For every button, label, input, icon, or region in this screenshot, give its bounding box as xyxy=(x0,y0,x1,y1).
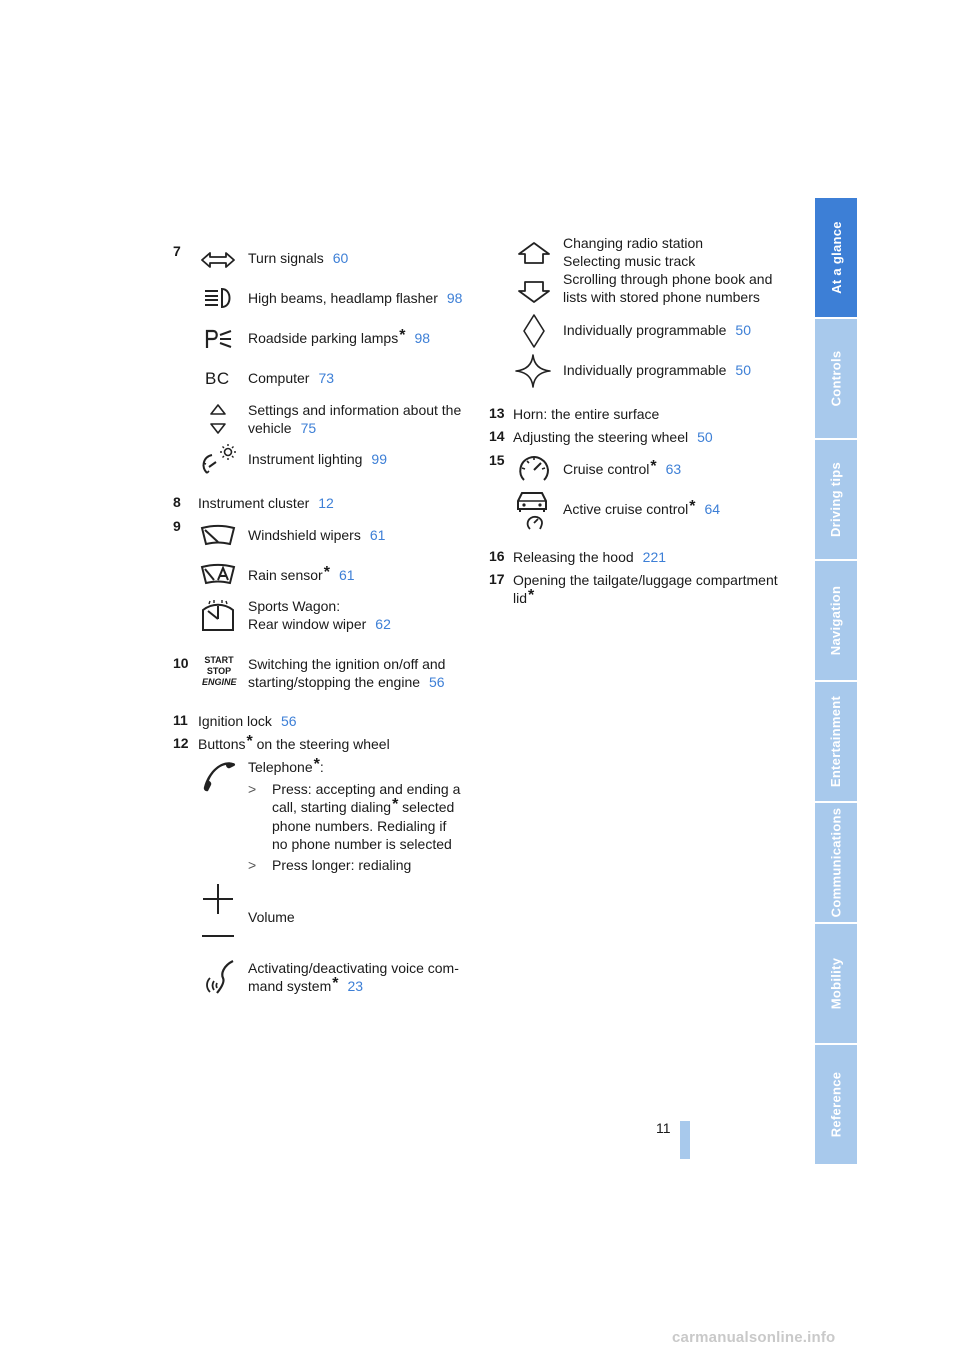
page-ref-link[interactable]: 99 xyxy=(371,451,387,467)
page-ref-link[interactable]: 61 xyxy=(369,527,386,543)
watermark-text: carmanualsonline.info xyxy=(672,1329,836,1346)
programmable-row-1: Individually programmable 50 xyxy=(563,322,751,338)
windshield-wipers-icon xyxy=(199,524,237,548)
item-number-10: 10 xyxy=(173,655,189,671)
item-number-11: 11 xyxy=(173,712,188,728)
voice-command-icon xyxy=(201,958,237,996)
page-ref-link[interactable]: 60 xyxy=(332,250,349,266)
telephone-row: Telephone*: xyxy=(248,756,324,775)
press-description: Press: accepting and ending a call, starting dialing* selected phone numbers. Redialing if no phone number is selected xyxy=(272,781,461,852)
telephone-handset-icon xyxy=(200,757,236,795)
press-longer-text: Press longer: redialing xyxy=(272,857,412,873)
hood-row: Releasing the hood 221 xyxy=(513,549,667,565)
volume-label: Volume xyxy=(248,909,295,925)
parking-lamps-row: Roadside parking lamps* 98 xyxy=(248,327,431,346)
rain-sensor-icon xyxy=(199,563,237,587)
tab-at-a-glance[interactable]: At a glance xyxy=(815,198,857,317)
wipers-row: Windshield wipers 61 xyxy=(248,527,386,543)
turn-signals-icon xyxy=(200,250,236,270)
item-number-17: 17 xyxy=(489,571,505,587)
optional-star: * xyxy=(399,327,406,344)
optional-star: * xyxy=(650,458,657,475)
page-ref-link[interactable]: 75 xyxy=(300,420,317,436)
item-number-8: 8 xyxy=(173,494,181,510)
start-stop-button-icon: START STOP ENGINE xyxy=(202,655,237,687)
cruise-control-row: Cruise control* 63 xyxy=(563,458,682,477)
high-beam-icon xyxy=(202,286,236,310)
tab-reference[interactable]: Reference xyxy=(815,1045,857,1164)
diamond-icon xyxy=(521,313,547,349)
settings-row: Settings and information about the vehicle 75 xyxy=(248,402,462,436)
optional-star: * xyxy=(392,796,399,813)
optional-star: * xyxy=(246,733,253,750)
bullet-marker: > xyxy=(248,781,257,797)
rear-wiper-icon xyxy=(200,599,236,633)
tab-communications[interactable]: Communications xyxy=(815,803,857,922)
computer-icon: BC xyxy=(205,369,230,388)
page-ref-link[interactable]: 98 xyxy=(414,330,431,346)
active-cruise-row: Active cruise control* 64 xyxy=(563,498,721,517)
ignition-lock-row: Ignition lock 56 xyxy=(198,713,297,729)
page-ref-link[interactable]: 50 xyxy=(735,362,751,378)
item-number-14: 14 xyxy=(489,428,505,444)
page-ref-link[interactable]: 63 xyxy=(665,461,682,477)
page-ref-link[interactable]: 23 xyxy=(347,978,364,994)
tab-navigation[interactable]: Navigation xyxy=(815,561,857,680)
tab-entertainment[interactable]: Entertainment xyxy=(815,682,857,801)
computer-row: Computer 73 xyxy=(248,370,335,386)
horn-text: Horn: the entire surface xyxy=(513,406,660,422)
page-ref-link[interactable]: 61 xyxy=(338,567,355,583)
tailgate-row: Opening the tailgate/luggage compartment lid* xyxy=(513,572,778,606)
optional-star: * xyxy=(313,756,320,773)
page-ref-link[interactable]: 221 xyxy=(642,549,667,565)
tab-mobility[interactable]: Mobility xyxy=(815,924,857,1043)
page-ref-link[interactable]: 56 xyxy=(280,713,297,729)
down-arrow-outline-icon xyxy=(517,280,551,304)
tab-driving-tips[interactable]: Driving tips xyxy=(815,440,857,559)
instrument-lighting-row: Instrument lighting 99 xyxy=(248,451,387,467)
volume-plus-icon xyxy=(200,882,236,916)
page-ref-link[interactable]: 64 xyxy=(704,501,721,517)
active-cruise-control-icon xyxy=(514,489,550,531)
item-number-12: 12 xyxy=(173,735,189,751)
item-number-9: 9 xyxy=(173,518,181,534)
programmable-row-2: Individually programmable 50 xyxy=(563,362,751,378)
rain-sensor-row: Rain sensor* 61 xyxy=(248,564,355,583)
optional-star: * xyxy=(323,564,330,581)
tab-controls[interactable]: Controls xyxy=(815,319,857,438)
optional-star: * xyxy=(332,975,339,992)
up-arrow-outline-icon xyxy=(517,241,551,265)
page-marker-bar xyxy=(680,1121,690,1159)
volume-minus-icon xyxy=(200,930,236,942)
item-number-16: 16 xyxy=(489,548,505,564)
page-number: 11 xyxy=(656,1120,671,1136)
page-ref-link[interactable]: 56 xyxy=(429,674,445,690)
page-ref-link[interactable]: 62 xyxy=(375,616,391,632)
page-ref-link[interactable]: 12 xyxy=(318,495,334,511)
page-ref-link[interactable]: 50 xyxy=(697,429,713,445)
item-number-13: 13 xyxy=(489,405,505,421)
parking-lamps-icon xyxy=(203,328,233,350)
instrument-lighting-icon xyxy=(199,443,239,477)
buttons-row: Buttons* on the steering wheel xyxy=(198,733,390,752)
item-number-15: 15 xyxy=(489,452,505,468)
chapter-sidebar xyxy=(815,198,857,1160)
page-ref-link[interactable]: 50 xyxy=(735,322,751,338)
rear-wiper-row: Sports Wagon: Rear window wiper 62 xyxy=(248,598,391,632)
page-ref-link[interactable]: 73 xyxy=(318,370,335,386)
optional-star: * xyxy=(528,587,535,604)
page-ref-link[interactable]: 98 xyxy=(446,290,463,306)
item-number-7: 7 xyxy=(173,243,181,259)
adjust-steering-row: Adjusting the steering wheel 50 xyxy=(513,429,713,445)
radio-description: Changing radio station Selecting music track Scrolling through phone book and lists with stored phone numbers xyxy=(563,235,773,305)
voice-command-row: Activating/deactivating voice com- mand system* 23 xyxy=(248,960,459,994)
optional-star: * xyxy=(689,498,696,515)
star-shape-icon xyxy=(514,353,552,389)
ignition-row: Switching the ignition on/off and starting/stopping the engine 56 xyxy=(248,656,446,690)
turn-signals-row: Turn signals 60 xyxy=(248,250,349,266)
bullet-marker: > xyxy=(248,857,257,873)
high-beams-row: High beams, headlamp flasher 98 xyxy=(248,290,463,306)
cruise-control-icon xyxy=(517,454,551,484)
up-down-arrows-icon xyxy=(209,403,227,435)
instrument-cluster-row: Instrument cluster 12 xyxy=(198,495,334,511)
